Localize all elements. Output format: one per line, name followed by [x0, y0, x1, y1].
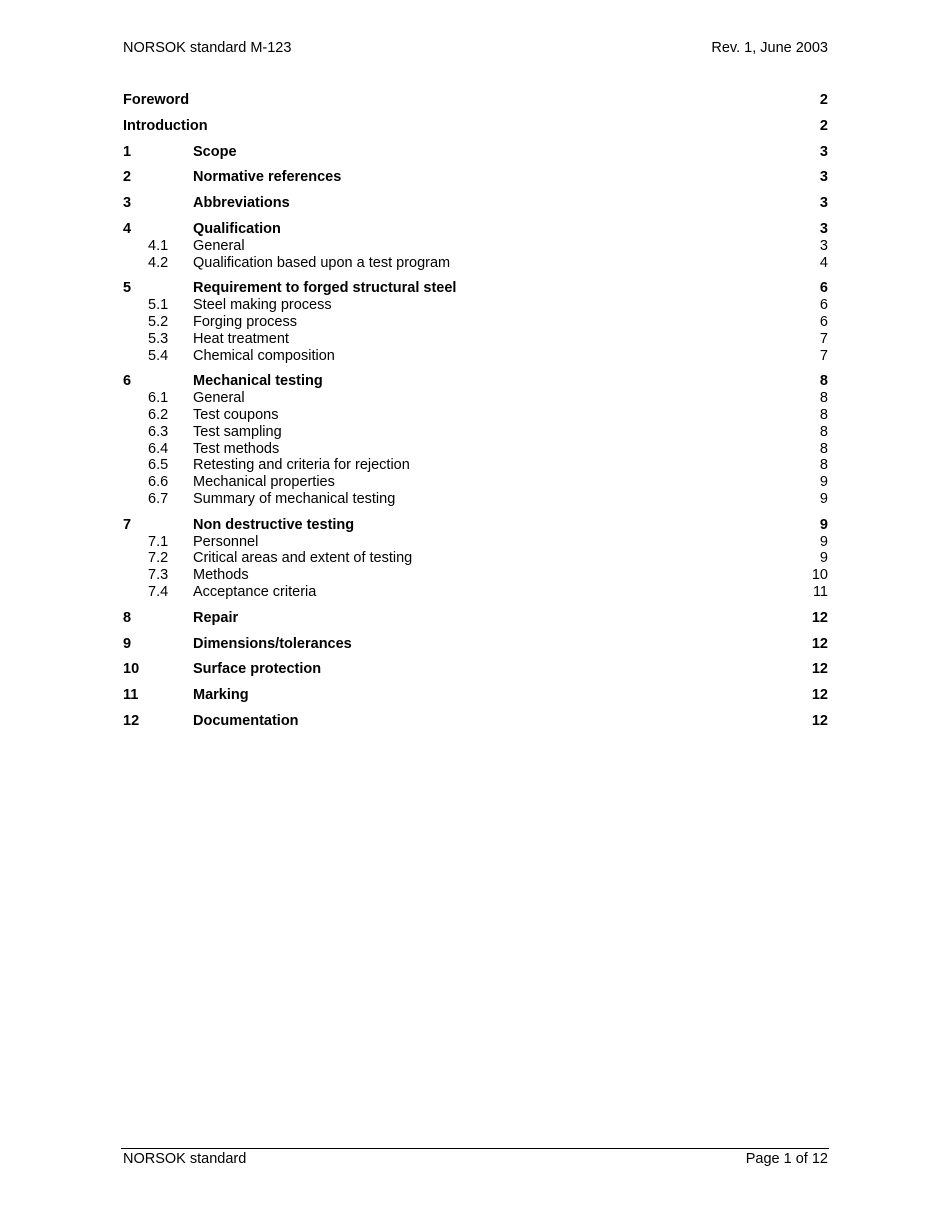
- toc-entry-page: 12: [811, 609, 828, 626]
- toc-entry-number: 2: [123, 169, 132, 186]
- toc-entry-number: 4.2: [148, 254, 169, 271]
- toc-entry-title: Heat treatment: [193, 330, 289, 347]
- toc-entry-title: Repair: [193, 609, 239, 626]
- toc-entry-page: 11: [812, 583, 828, 600]
- toc-entry-title: Steel making process: [193, 297, 332, 314]
- toc-entry-title: Critical areas and extent of testing: [193, 550, 413, 567]
- toc-entry-page: 3: [819, 220, 828, 237]
- toc-entry-number: 5: [123, 280, 132, 297]
- toc-entry-title: Retesting and criteria for rejection: [193, 457, 410, 474]
- toc-entry-page: 9: [819, 490, 828, 507]
- toc-section-entry[interactable]: [123, 713, 828, 730]
- toc-entry-title: General: [193, 390, 245, 407]
- toc-section-entry[interactable]: [123, 92, 828, 109]
- toc-entry-number: 3: [123, 195, 132, 212]
- table-of-contents: [123, 92, 828, 730]
- toc-entry-number: 5.3: [148, 330, 169, 347]
- toc-entry-page: 8: [819, 373, 828, 390]
- toc-entry-page: 6: [819, 280, 828, 297]
- toc-section-entry[interactable]: [123, 144, 828, 161]
- toc-entry-page: 9: [819, 550, 828, 567]
- toc-entry-title: Surface protection: [193, 661, 322, 678]
- toc-entry-number: 5.1: [148, 297, 169, 314]
- footer-page-number: Page 1 of 12: [745, 1151, 828, 1167]
- toc-entry-page: 8: [819, 390, 828, 407]
- page-header: [123, 40, 828, 60]
- header-document-title: NORSOK standard M-123: [123, 40, 292, 56]
- toc-entry-title: Introduction: [123, 117, 208, 134]
- toc-entry-number: 5.2: [148, 313, 169, 330]
- toc-entry-number: 6: [123, 373, 132, 390]
- toc-entry-title: Dimensions/tolerances: [193, 635, 352, 652]
- toc-entry-number: 5.4: [148, 347, 169, 364]
- toc-entry-title: Non destructive testing: [193, 516, 355, 533]
- toc-entry-title: Scope: [193, 143, 237, 160]
- toc-subsection-entry[interactable]: [123, 255, 828, 272]
- toc-subsection-entry[interactable]: [123, 424, 828, 441]
- header-revision: Rev. 1, June 2003: [711, 40, 828, 56]
- toc-entry-page: 8: [819, 423, 828, 440]
- toc-entry-number: 4.1: [148, 237, 169, 254]
- toc-section-entry[interactable]: [123, 169, 828, 186]
- toc-entry-page: 6: [819, 297, 828, 314]
- toc-entry-page: 7: [819, 330, 828, 347]
- toc-entry-page: 9: [819, 533, 828, 550]
- toc-entry-number: 9: [123, 635, 132, 652]
- toc-entry-title: Chemical composition: [193, 347, 335, 364]
- toc-entry-title: Mechanical properties: [193, 474, 335, 491]
- toc-entry-title: Methods: [193, 567, 249, 584]
- toc-entry-number: 12: [123, 712, 140, 729]
- toc-entry-page: 8: [819, 440, 828, 457]
- toc-entry-number: 6.2: [148, 406, 169, 423]
- toc-entry-title: Marking: [193, 687, 249, 704]
- toc-subsection-entry[interactable]: [123, 550, 828, 567]
- toc-entry-title: General: [193, 237, 245, 254]
- toc-entry-page: 3: [819, 169, 828, 186]
- toc-section-entry[interactable]: [123, 687, 828, 704]
- toc-entry-page: 3: [819, 143, 828, 160]
- toc-entry-page: 7: [819, 347, 828, 364]
- toc-entry-page: 2: [819, 117, 828, 134]
- page-footer: [123, 1151, 828, 1171]
- toc-entry-title: Test coupons: [193, 406, 279, 423]
- toc-entry-number: 7.1: [148, 533, 169, 550]
- footer-standard-name: NORSOK standard: [123, 1151, 247, 1167]
- toc-entry-page: 12: [811, 712, 828, 729]
- toc-entry-title: Test sampling: [193, 423, 282, 440]
- toc-entry-page: 12: [811, 687, 828, 704]
- toc-entry-title: Qualification based upon a test program: [193, 254, 451, 271]
- toc-entry-title: Foreword: [123, 92, 190, 108]
- footer-divider: [121, 1148, 829, 1149]
- toc-entry-number: 10: [123, 661, 140, 678]
- toc-entry-title: Mechanical testing: [193, 373, 323, 390]
- toc-subsection-entry[interactable]: [123, 314, 828, 331]
- toc-entry-number: 6.3: [148, 423, 169, 440]
- toc-entry-title: Requirement to forged structural steel: [193, 280, 457, 297]
- toc-subsection-entry[interactable]: [123, 331, 828, 348]
- toc-subsection-entry[interactable]: [123, 238, 828, 255]
- toc-entry-number: 11: [123, 687, 139, 704]
- toc-section-entry[interactable]: [123, 118, 828, 135]
- toc-subsection-entry[interactable]: [123, 390, 828, 407]
- toc-subsection-entry[interactable]: [123, 441, 828, 458]
- toc-entry-page: 8: [819, 406, 828, 423]
- toc-section-entry[interactable]: [123, 636, 828, 653]
- toc-entry-page: 10: [811, 567, 828, 584]
- toc-entry-title: Summary of mechanical testing: [193, 490, 396, 507]
- toc-subsection-entry[interactable]: [123, 534, 828, 551]
- toc-entry-number: 7: [123, 516, 132, 533]
- toc-subsection-entry[interactable]: [123, 567, 828, 584]
- toc-section-entry[interactable]: [123, 373, 828, 390]
- toc-entry-number: 4: [123, 220, 132, 237]
- toc-subsection-entry[interactable]: [123, 474, 828, 491]
- toc-entry-page: 12: [811, 635, 828, 652]
- toc-entry-number: 6.7: [148, 490, 169, 507]
- toc-entry-title: Normative references: [193, 169, 342, 186]
- toc-subsection-entry[interactable]: [123, 297, 828, 314]
- toc-section-entry[interactable]: [123, 517, 828, 534]
- toc-entry-number: 1: [123, 143, 132, 160]
- toc-entry-number: 6.1: [148, 390, 169, 407]
- toc-entry-page: 3: [819, 195, 828, 212]
- toc-entry-page: 4: [819, 254, 828, 271]
- toc-entry-number: 6.6: [148, 474, 169, 491]
- toc-entry-page: 9: [819, 516, 828, 533]
- toc-entry-page: 8: [819, 457, 828, 474]
- toc-subsection-entry[interactable]: [123, 407, 828, 424]
- toc-entry-page: 12: [811, 661, 828, 678]
- toc-subsection-entry[interactable]: [123, 584, 828, 601]
- toc-entry-number: 8: [123, 609, 132, 626]
- toc-entry-page: 2: [819, 92, 828, 108]
- toc-entry-page: 3: [819, 237, 828, 254]
- toc-entry-number: 7.4: [148, 583, 169, 600]
- toc-section-entry[interactable]: [123, 661, 828, 678]
- toc-subsection-entry[interactable]: [123, 348, 828, 365]
- toc-entry-title: Acceptance criteria: [193, 583, 317, 600]
- toc-entry-title: Forging process: [193, 313, 297, 330]
- toc-entry-number: 6.5: [148, 457, 169, 474]
- toc-entry-number: 7.2: [148, 550, 169, 567]
- toc-entry-number: 6.4: [148, 440, 169, 457]
- toc-section-entry[interactable]: [123, 610, 828, 627]
- toc-section-entry[interactable]: [123, 221, 828, 238]
- toc-entry-page: 9: [819, 474, 828, 491]
- toc-entry-title: Abbreviations: [193, 195, 290, 212]
- toc-entry-number: 7.3: [148, 567, 169, 584]
- toc-section-entry[interactable]: [123, 280, 828, 297]
- toc-subsection-entry[interactable]: [123, 491, 828, 508]
- toc-entry-title: Qualification: [193, 220, 281, 237]
- toc-section-entry[interactable]: [123, 195, 828, 212]
- toc-entry-title: Personnel: [193, 533, 259, 550]
- toc-entry-title: Documentation: [193, 712, 299, 729]
- toc-subsection-entry[interactable]: [123, 457, 828, 474]
- toc-entry-page: 6: [819, 313, 828, 330]
- toc-entry-title: Test methods: [193, 440, 280, 457]
